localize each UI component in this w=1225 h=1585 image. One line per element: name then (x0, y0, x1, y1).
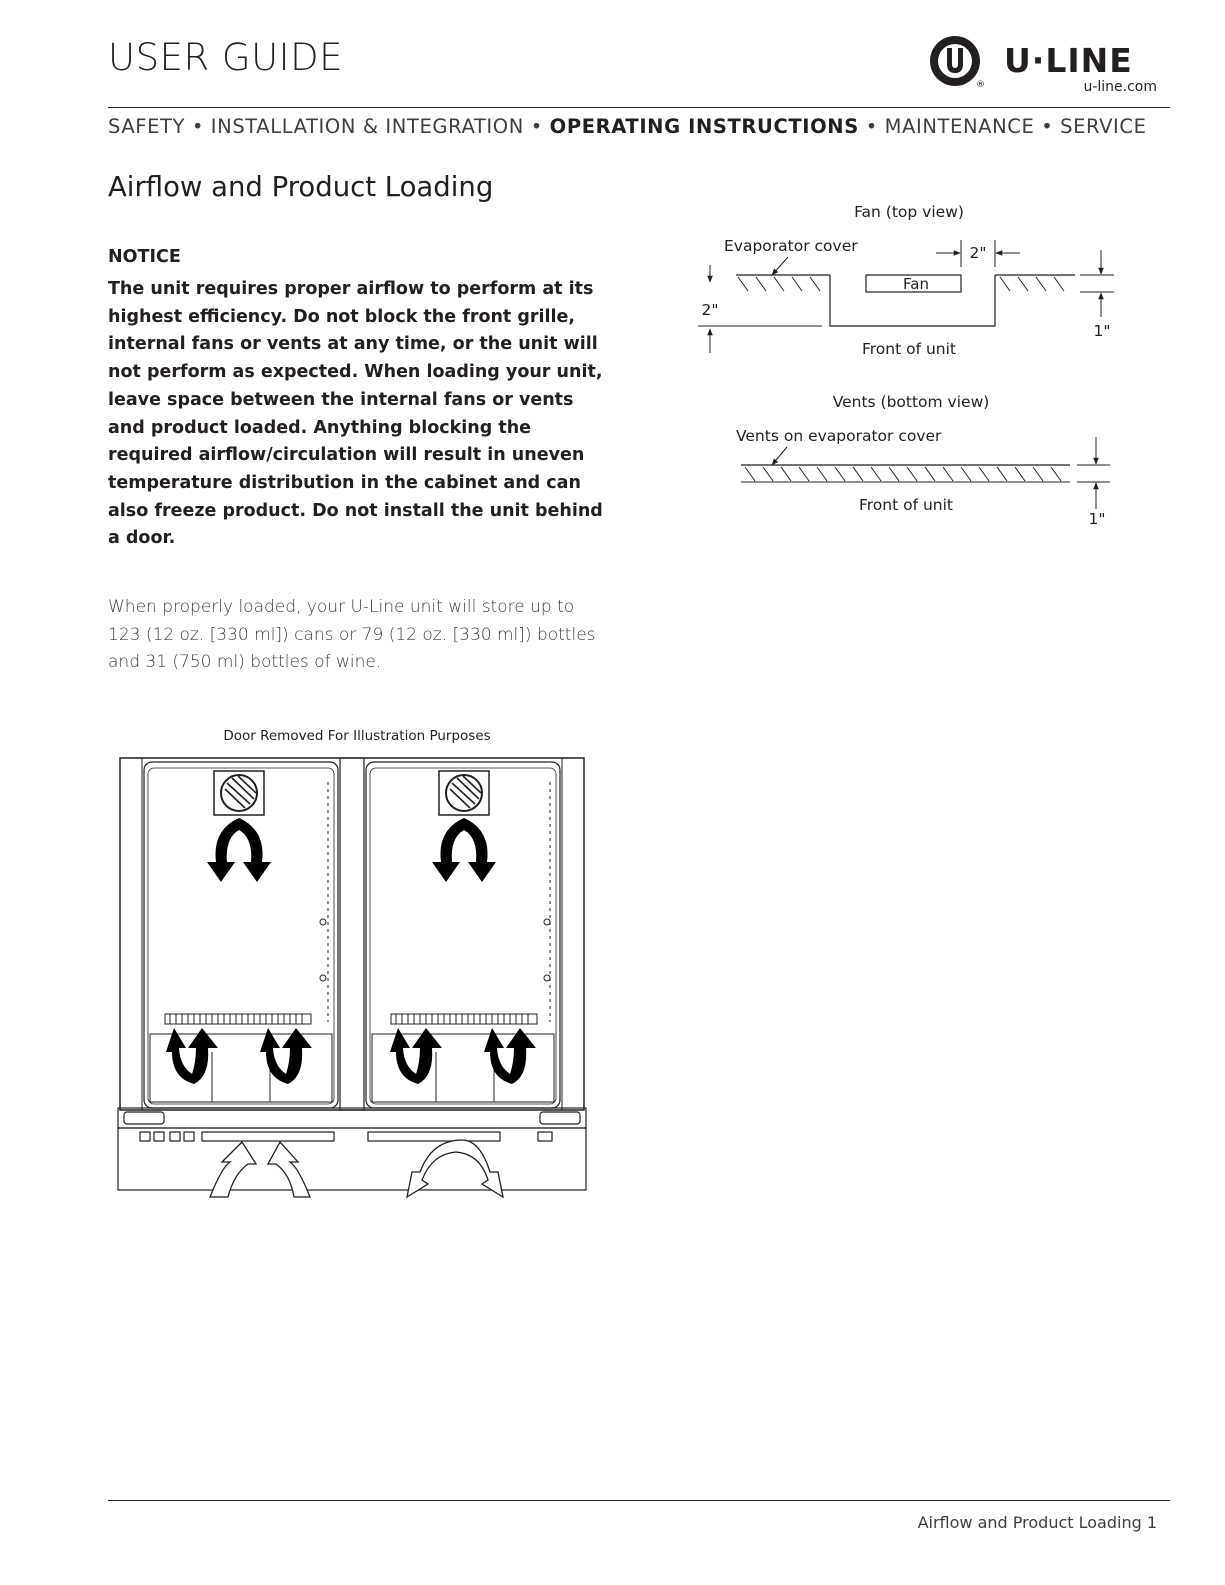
notice-body: The unit requires proper airflow to perform at its highest efficiency. Do not block the front grille, internal fans or vents at any time, or the unit will not perform as expected. When loading your unit, leave space between the internal fans or vents and product loaded. Anything blocking the required airflow/circulation will result in uneven temperature distribution in the cabinet and can also freeze product. Do not install the unit behind a door. (108, 279, 603, 549)
vents-bottom-view-diagram (725, 385, 1145, 535)
vents-right-dimension: 1" (1088, 510, 1106, 528)
nav-separator: • (191, 115, 204, 138)
fridge-caption: Door Removed For Illustration Purposes (223, 728, 491, 744)
fan-left-dimension: 2" (701, 301, 719, 319)
fan-airflow-down-arrow-icon (207, 818, 271, 882)
capacity-text: When properly loaded, your U-Line unit will store up to 123 (12 oz. [330 ml]) cans or 79 (12 oz. [330 ml]) bottles and 31 (750 ml) bottles of wine. (108, 597, 596, 673)
fan-diagram-title: Fan (top view) (854, 203, 964, 221)
fan-airflow-down-arrow-icon (432, 818, 496, 882)
nav-separator: • (1041, 115, 1054, 138)
vents-front-label: Front of unit (858, 496, 954, 514)
grille-intake-arrow-icon (210, 1142, 310, 1197)
brand-wordmark: U·LINE (1004, 41, 1133, 80)
nav-item-safety[interactable]: SAFETY (108, 115, 186, 138)
nav-item-installation[interactable]: INSTALLATION & INTEGRATION (210, 115, 524, 138)
document-title: USER GUIDE (108, 36, 343, 79)
grille-exhaust-arrow-icon (407, 1140, 503, 1197)
nav-separator: • (530, 115, 543, 138)
footer-divider (108, 1500, 1170, 1501)
fan-top-view-diagram (690, 195, 1140, 375)
nav-item-maintenance[interactable]: MAINTENANCE (884, 115, 1035, 138)
fan-label: Fan (903, 275, 929, 293)
right-fan-icon (439, 771, 489, 815)
evaporator-cover-label: Evaporator cover (724, 237, 858, 255)
fan-top-dimension: 2" (969, 244, 987, 262)
nav-item-service[interactable]: SERVICE (1060, 115, 1147, 138)
fan-right-dimension: 1" (1093, 322, 1111, 340)
site-url[interactable]: u-line.com (1083, 79, 1157, 95)
nav-item-operating-instructions[interactable]: OPERATING INSTRUCTIONS (549, 115, 859, 138)
header-divider (108, 107, 1170, 108)
notice-heading: NOTICE (108, 247, 181, 267)
left-fan-icon (214, 771, 264, 815)
vent-airflow-up-arrow-icon (166, 1028, 536, 1084)
fridge-airflow-illustration (110, 722, 600, 1207)
registered-mark: ® (976, 80, 985, 90)
footer-page-label: Airflow and Product Loading 1 (917, 1513, 1157, 1532)
section-title: Airflow and Product Loading (108, 171, 494, 203)
section-nav (108, 115, 1147, 138)
nav-separator: • (865, 115, 878, 138)
vents-on-cover-label: Vents on evaporator cover (736, 427, 942, 445)
vents-diagram-title: Vents (bottom view) (832, 393, 990, 411)
fan-front-label: Front of unit (861, 340, 957, 358)
